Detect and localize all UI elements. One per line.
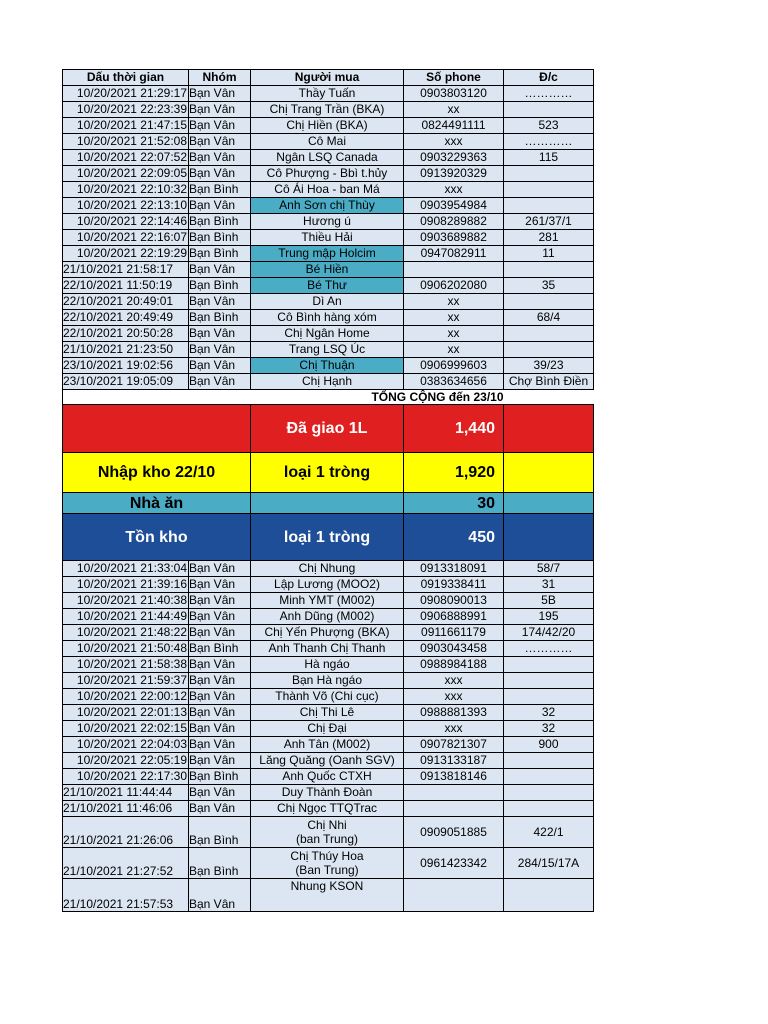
cell-phone: 0906202080	[404, 278, 504, 294]
cell-address: 115	[504, 150, 594, 166]
table-row	[63, 577, 594, 593]
cell-buyer: Anh Thanh Chị Thanh	[251, 641, 404, 657]
cell-group: Bạn Vân	[189, 342, 251, 358]
cell-address: 281	[504, 230, 594, 246]
cell-group: Bạn Vân	[189, 657, 251, 673]
cell-buyer: Minh YMT (M002)	[251, 593, 404, 609]
cell-phone	[404, 785, 504, 801]
cell-phone: 0919338411	[404, 577, 504, 593]
header-address: Đ/c	[504, 70, 594, 86]
cell-address: 68/4	[504, 310, 594, 326]
cell-group: Bạn Vân	[189, 118, 251, 134]
summary-canteen-value: 30	[404, 493, 504, 514]
cell-group: Bạn Vân	[189, 721, 251, 737]
cell-buyer: Dì An	[251, 294, 404, 310]
cell-phone: xx	[404, 310, 504, 326]
cell-address	[504, 182, 594, 198]
cell-buyer: Ngân LSQ Canada	[251, 150, 404, 166]
cell-time: 10/20/2021 22:13:10	[63, 198, 189, 214]
table-row	[63, 737, 594, 753]
cell-group: Bạn Vân	[189, 753, 251, 769]
cell-address	[504, 166, 594, 182]
cell-address	[504, 262, 594, 278]
cell-group: Bạn Vân	[189, 561, 251, 577]
table-row	[63, 310, 594, 326]
table-row	[63, 134, 594, 150]
cell-time: 21/10/2021 21:57:53	[63, 879, 189, 912]
cell-buyer: Hà ngáo	[251, 657, 404, 673]
table-row	[63, 358, 594, 374]
cell-buyer: Thành Võ (Chi cục)	[251, 689, 404, 705]
cell-address: 39/23	[504, 358, 594, 374]
table-row	[63, 118, 594, 134]
buyer-line-2: (Ban Trung)	[295, 863, 359, 877]
cell-group: Bạn Vân	[189, 262, 251, 278]
cell-address: 900	[504, 737, 594, 753]
table-row	[63, 326, 594, 342]
cell-phone: 0909051885	[404, 817, 504, 848]
cell-phone	[404, 879, 504, 912]
cell-address: …………	[504, 86, 594, 102]
summary-empty	[251, 493, 404, 514]
cell-group: Bạn Vân	[189, 358, 251, 374]
cell-buyer: Hương ú	[251, 214, 404, 230]
cell-time: 10/20/2021 21:48:22	[63, 625, 189, 641]
cell-address: 523	[504, 118, 594, 134]
cell-group: Bạn Vân	[189, 102, 251, 118]
cell-buyer: Cô Ái Hoa - ban Má	[251, 182, 404, 198]
cell-address: 174/42/20	[504, 625, 594, 641]
cell-address: 58/7	[504, 561, 594, 577]
header-time: Dấu thời gian	[63, 70, 189, 86]
cell-time: 10/20/2021 21:39:16	[63, 577, 189, 593]
cell-group: Bạn Bình	[189, 214, 251, 230]
cell-group: Bạn Vân	[189, 689, 251, 705]
table-row	[63, 879, 594, 912]
table-row	[63, 102, 594, 118]
buyer-line-1: Chị Thúy Hoa	[290, 849, 364, 863]
cell-phone: 0903689882	[404, 230, 504, 246]
buyer-line-1: Chị Nhi	[307, 818, 347, 832]
table-row	[63, 593, 594, 609]
cell-address: 284/15/17A	[504, 848, 594, 879]
cell-phone: 0913133187	[404, 753, 504, 769]
table-row	[63, 785, 594, 801]
cell-group: Bạn Vân	[189, 673, 251, 689]
cell-group: Bạn Vân	[189, 166, 251, 182]
cell-address	[504, 102, 594, 118]
cell-buyer: Chị Yến Phượng (BKA)	[251, 625, 404, 641]
cell-time: 21/10/2021 11:44:44	[63, 785, 189, 801]
cell-buyer: Chị Ngân Home	[251, 326, 404, 342]
cell-time: 10/20/2021 21:52:08	[63, 134, 189, 150]
cell-address	[504, 785, 594, 801]
cell-group: Bạn Bình	[189, 769, 251, 785]
cell-time: 10/20/2021 22:19:29	[63, 246, 189, 262]
cell-address	[504, 326, 594, 342]
cell-phone	[404, 801, 504, 817]
header-row	[63, 70, 594, 86]
cell-address	[504, 689, 594, 705]
cell-phone: xx	[404, 102, 504, 118]
cell-time: 10/20/2021 22:23:39	[63, 102, 189, 118]
header-group: Nhóm	[189, 70, 251, 86]
summary-import-label: Nhập kho 22/10	[63, 453, 251, 493]
cell-buyer: Bé Hiền	[251, 262, 404, 278]
buyer-line-2: (ban Trung)	[295, 832, 359, 846]
cell-phone: xxx	[404, 721, 504, 737]
cell-group: Bạn Vân	[189, 625, 251, 641]
summary-empty	[504, 493, 594, 514]
cell-buyer: Chị Hạnh	[251, 374, 404, 390]
cell-buyer: Chị Nhung	[251, 561, 404, 577]
cell-group: Bạn Bình	[189, 641, 251, 657]
cell-address: Chợ Bình Điền	[504, 374, 594, 390]
table-row	[63, 278, 594, 294]
cell-time: 23/10/2021 19:05:09	[63, 374, 189, 390]
cell-time: 21/10/2021 21:26:06	[63, 817, 189, 848]
table-row	[63, 753, 594, 769]
cell-phone: 0906888991	[404, 609, 504, 625]
summary-delivered-row	[63, 405, 594, 453]
cell-group: Bạn Vân	[189, 801, 251, 817]
cell-address: 32	[504, 705, 594, 721]
cell-group: Bạn Vân	[189, 737, 251, 753]
cell-phone: 0824491111	[404, 118, 504, 134]
cell-buyer: Anh Quốc CTXH	[251, 769, 404, 785]
cell-phone: 0913318091	[404, 561, 504, 577]
orders-table	[62, 69, 594, 912]
table-row	[63, 609, 594, 625]
header-buyer: Người mua	[251, 70, 404, 86]
cell-address: 31	[504, 577, 594, 593]
table-row	[63, 246, 594, 262]
cell-buyer: Bé Thư	[251, 278, 404, 294]
table-row	[63, 641, 594, 657]
cell-time: 10/20/2021 22:02:15	[63, 721, 189, 737]
summary-delivered-value: 1,440	[404, 405, 504, 453]
cell-time: 21/10/2021 11:46:06	[63, 801, 189, 817]
cell-phone: xxx	[404, 673, 504, 689]
cell-buyer: Lập Lương (MOO2)	[251, 577, 404, 593]
summary-import-type: loại 1 tròng	[251, 453, 404, 493]
cell-group: Bạn Vân	[189, 785, 251, 801]
summary-empty	[504, 453, 594, 493]
table-row	[63, 657, 594, 673]
table-row	[63, 214, 594, 230]
cell-buyer: Chị Trang Trần (BKA)	[251, 102, 404, 118]
cell-time: 10/20/2021 22:04:03	[63, 737, 189, 753]
cell-time: 10/20/2021 22:07:52	[63, 150, 189, 166]
cell-time: 10/20/2021 22:17:30	[63, 769, 189, 785]
cell-group: Bạn Vân	[189, 294, 251, 310]
summary-empty	[63, 405, 251, 453]
table-row	[63, 721, 594, 737]
total-row	[63, 390, 594, 405]
cell-time: 22/10/2021 20:49:49	[63, 310, 189, 326]
cell-group: Bạn Vân	[189, 374, 251, 390]
cell-phone: 0903954984	[404, 198, 504, 214]
cell-buyer: Anh Sơn chị Thùy	[251, 198, 404, 214]
cell-buyer: Lăng Quăng (Oanh SGV)	[251, 753, 404, 769]
cell-phone: xx	[404, 342, 504, 358]
table-row	[63, 673, 594, 689]
cell-time: 22/10/2021 11:50:19	[63, 278, 189, 294]
cell-address	[504, 753, 594, 769]
cell-time: 10/20/2021 21:47:15	[63, 118, 189, 134]
total-empty	[504, 390, 594, 405]
table-row	[63, 262, 594, 278]
cell-time: 10/20/2021 22:10:32	[63, 182, 189, 198]
cell-buyer: Cô Phượng - Bbì t.hủy	[251, 166, 404, 182]
table-row	[63, 342, 594, 358]
cell-phone: xxx	[404, 134, 504, 150]
cell-phone: 0906999603	[404, 358, 504, 374]
cell-time: 10/20/2021 22:01:13	[63, 705, 189, 721]
total-label: TỔNG CỘNG đến 23/10	[63, 390, 504, 405]
cell-address	[504, 342, 594, 358]
table-row	[63, 166, 594, 182]
cell-buyer: Bạn Hà ngáo	[251, 673, 404, 689]
cell-buyer: Chị Hiền (BKA)	[251, 118, 404, 134]
cell-address: 32	[504, 721, 594, 737]
table-row	[63, 689, 594, 705]
cell-time: 21/10/2021 21:58:17	[63, 262, 189, 278]
cell-address	[504, 879, 594, 912]
cell-group: Bạn Vân	[189, 326, 251, 342]
cell-phone: 0903043458	[404, 641, 504, 657]
header-phone: Số phone	[404, 70, 504, 86]
table-row	[63, 561, 594, 577]
cell-buyer: Chị Ngọc TTQTrac	[251, 801, 404, 817]
cell-address: 195	[504, 609, 594, 625]
cell-phone: 0988984188	[404, 657, 504, 673]
summary-empty	[504, 405, 594, 453]
cell-time: 10/20/2021 21:29:17	[63, 86, 189, 102]
summary-stock-value: 450	[404, 514, 504, 561]
cell-phone: 0908090013	[404, 593, 504, 609]
cell-group: Bạn Bình	[189, 230, 251, 246]
table-row	[63, 625, 594, 641]
cell-buyer	[251, 817, 404, 848]
table-row	[63, 817, 594, 848]
cell-group: Bạn Vân	[189, 86, 251, 102]
summary-stock-type: loại 1 tròng	[251, 514, 404, 561]
table-row	[63, 86, 594, 102]
cell-buyer: Thiều Hải	[251, 230, 404, 246]
buyer-line-1: Nhung KSON	[290, 879, 364, 893]
cell-time: 10/20/2021 21:58:38	[63, 657, 189, 673]
cell-buyer: Anh Tân (M002)	[251, 737, 404, 753]
cell-address	[504, 657, 594, 673]
cell-group: Bạn Bình	[189, 246, 251, 262]
cell-phone: xx	[404, 326, 504, 342]
cell-phone: 0903803120	[404, 86, 504, 102]
cell-address	[504, 294, 594, 310]
table-row	[63, 374, 594, 390]
summary-canteen-label: Nhà ăn	[63, 493, 251, 514]
summary-canteen-row	[63, 493, 594, 514]
cell-phone: 0913818146	[404, 769, 504, 785]
cell-group: Bạn Bình	[189, 278, 251, 294]
cell-time: 10/20/2021 21:40:38	[63, 593, 189, 609]
cell-buyer: Duy Thành Đoàn	[251, 785, 404, 801]
summary-stock-row	[63, 514, 594, 561]
cell-group: Bạn Vân	[189, 593, 251, 609]
cell-address	[504, 198, 594, 214]
summary-stock-label: Tồn kho	[63, 514, 251, 561]
cell-address: …………	[504, 641, 594, 657]
cell-time: 22/10/2021 20:50:28	[63, 326, 189, 342]
cell-time: 10/20/2021 22:09:05	[63, 166, 189, 182]
table-row	[63, 182, 594, 198]
cell-buyer: Cô Mai	[251, 134, 404, 150]
cell-phone: xxx	[404, 689, 504, 705]
cell-buyer: Trung mập Holcim	[251, 246, 404, 262]
cell-group: Bạn Bình	[189, 310, 251, 326]
cell-buyer: Anh Dũng (M002)	[251, 609, 404, 625]
cell-group: Bạn Vân	[189, 609, 251, 625]
cell-buyer: Chị Thi Lê	[251, 705, 404, 721]
cell-group: Bạn Bình	[189, 817, 251, 848]
summary-import-value: 1,920	[404, 453, 504, 493]
cell-time: 22/10/2021 20:49:01	[63, 294, 189, 310]
cell-time: 10/20/2021 22:14:46	[63, 214, 189, 230]
table-row	[63, 848, 594, 879]
cell-address	[504, 673, 594, 689]
cell-buyer	[251, 848, 404, 879]
cell-buyer: Chị Thuận	[251, 358, 404, 374]
table-row	[63, 230, 594, 246]
cell-time: 10/20/2021 21:50:48	[63, 641, 189, 657]
cell-address: 422/1	[504, 817, 594, 848]
table-row	[63, 198, 594, 214]
cell-address: 35	[504, 278, 594, 294]
cell-group: Bạn Bình	[189, 848, 251, 879]
cell-phone: 0947082911	[404, 246, 504, 262]
cell-group: Bạn Vân	[189, 705, 251, 721]
table-row	[63, 769, 594, 785]
cell-time: 10/20/2021 21:33:04	[63, 561, 189, 577]
cell-buyer	[251, 879, 404, 912]
cell-phone: 0913920329	[404, 166, 504, 182]
cell-phone: 0911661179	[404, 625, 504, 641]
cell-phone: xx	[404, 294, 504, 310]
cell-time: 23/10/2021 19:02:56	[63, 358, 189, 374]
cell-phone: 0907821307	[404, 737, 504, 753]
cell-time: 10/20/2021 22:00:12	[63, 689, 189, 705]
cell-phone: 0903229363	[404, 150, 504, 166]
cell-phone	[404, 262, 504, 278]
cell-address: …………	[504, 134, 594, 150]
summary-empty	[504, 514, 594, 561]
cell-buyer: Thầy Tuấn	[251, 86, 404, 102]
cell-buyer: Chị Đại	[251, 721, 404, 737]
summary-delivered-label: Đã giao 1L	[251, 405, 404, 453]
cell-group: Bạn Vân	[189, 198, 251, 214]
table-row	[63, 294, 594, 310]
cell-buyer: Trang LSQ Úc	[251, 342, 404, 358]
cell-address: 5B	[504, 593, 594, 609]
cell-phone: xxx	[404, 182, 504, 198]
table-row	[63, 801, 594, 817]
cell-group: Bạn Bình	[189, 182, 251, 198]
cell-time: 10/20/2021 21:59:37	[63, 673, 189, 689]
cell-group: Bạn Vân	[189, 134, 251, 150]
cell-phone: 0383634656	[404, 374, 504, 390]
cell-address: 11	[504, 246, 594, 262]
cell-time: 21/10/2021 21:23:50	[63, 342, 189, 358]
cell-address: 261/37/1	[504, 214, 594, 230]
cell-address	[504, 801, 594, 817]
cell-phone: 0908289882	[404, 214, 504, 230]
cell-buyer: Cô Bình hàng xóm	[251, 310, 404, 326]
cell-time: 10/20/2021 22:05:19	[63, 753, 189, 769]
cell-group: Bạn Vân	[189, 879, 251, 912]
cell-group: Bạn Vân	[189, 150, 251, 166]
cell-time: 21/10/2021 21:27:52	[63, 848, 189, 879]
cell-time: 10/20/2021 22:16:07	[63, 230, 189, 246]
table-row	[63, 150, 594, 166]
cell-phone: 0961423342	[404, 848, 504, 879]
cell-address	[504, 769, 594, 785]
cell-time: 10/20/2021 21:44:49	[63, 609, 189, 625]
cell-phone: 0988881393	[404, 705, 504, 721]
cell-group: Bạn Vân	[189, 577, 251, 593]
summary-import-row	[63, 453, 594, 493]
table-row	[63, 705, 594, 721]
